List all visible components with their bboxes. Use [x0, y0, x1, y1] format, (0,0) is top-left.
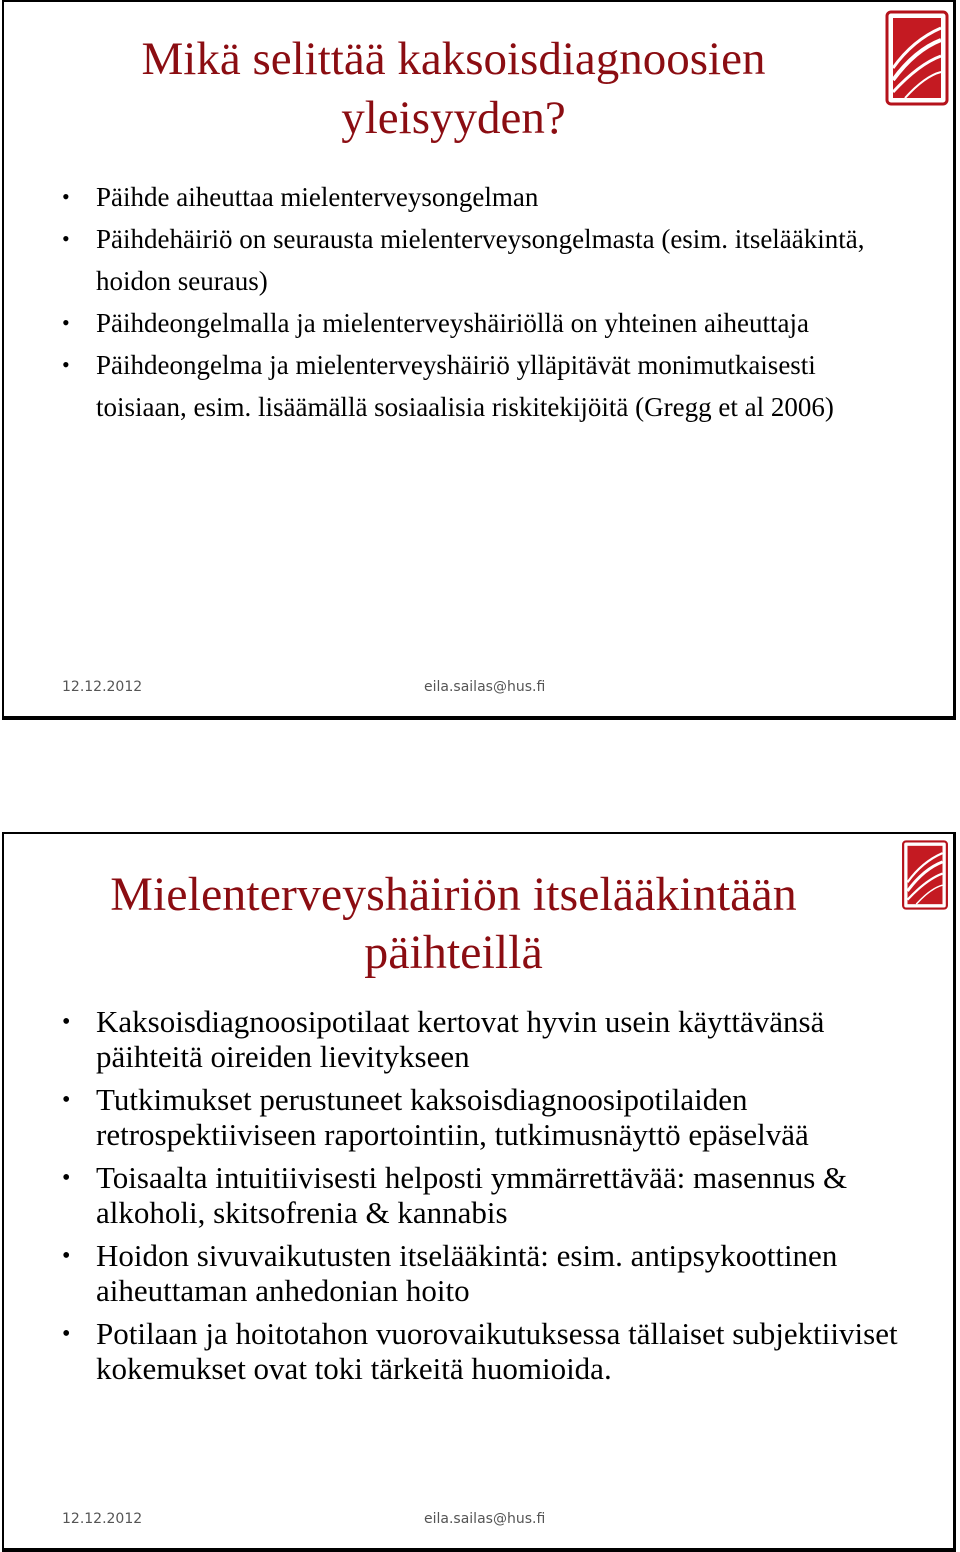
hus-logo-icon — [900, 840, 950, 910]
slide-1 — [2, 0, 956, 720]
bullet-dot: • — [62, 310, 70, 335]
footer-date: 12.12.2012 — [62, 1511, 143, 1527]
list-item — [62, 344, 893, 428]
list-item — [62, 1004, 923, 1074]
slide-title: Mikä selittää kaksoisdiagnoosien yleisyyden? — [141, 33, 766, 144]
bullet-text: Hoidon sivuvaikutusten itselääkintä: esim. antipsykoottinen aiheuttaman anhedonian hoito — [96, 1238, 838, 1308]
list-item — [62, 176, 893, 218]
bullet-text: Toisaalta intuitiivisesti helposti ymmärrettävää: masennus & alkoholi, skitsofrenia & kannabis — [96, 1160, 848, 1230]
bullet-dot: • — [62, 226, 70, 251]
bullet-text: Potilaan ja hoitotahon vuorovaikutuksessa tällaiset subjektiiviset kokemukset ovat toki tärkeitä huomioida. — [96, 1316, 898, 1386]
bullet-dot: • — [62, 184, 70, 209]
bullet-text: Kaksoisdiagnoosipotilaat kertovat hyvin usein käyttävänsä päihteitä oireiden lievitykseen — [96, 1004, 825, 1074]
bullet-dot: • — [62, 1009, 71, 1035]
bullet-dot: • — [62, 1321, 71, 1347]
bullet-text: Päihde aiheuttaa mielenterveysongelman — [96, 182, 539, 212]
slide-title: Mielenterveyshäiriön itselääkintään päihteillä — [110, 868, 797, 979]
bullet-dot: • — [62, 1165, 71, 1191]
list-item — [62, 1160, 923, 1230]
list-item — [62, 218, 893, 302]
list-item — [62, 302, 893, 344]
hus-logo-icon — [885, 10, 949, 106]
slide-2 — [2, 832, 956, 1552]
bullet-list — [62, 1004, 923, 1394]
bullet-list — [62, 176, 893, 428]
bullet-dot: • — [62, 352, 70, 377]
list-item — [62, 1238, 923, 1308]
bullet-dot: • — [62, 1087, 71, 1113]
bullet-text: Tutkimukset perustuneet kaksoisdiagnoosipotilaiden retrospektiiviseen raportointiin, tutkimusnäyttö epäselvää — [96, 1082, 809, 1152]
footer-email: eila.sailas@hus.fi — [424, 1511, 546, 1527]
footer-date: 12.12.2012 — [62, 679, 143, 695]
list-item — [62, 1316, 923, 1386]
bullet-dot: • — [62, 1243, 71, 1269]
bullet-text: Päihdeongelma ja mielenterveyshäiriö ylläpitävät monimutkaisesti toisiaan, esim. lisäämällä sosiaalisia riskitekijöitä (Gregg et al 2006) — [96, 350, 834, 422]
bullet-text: Päihdehäiriö on seurausta mielenterveysongelmasta (esim. itselääkintä, hoidon seuraus) — [96, 224, 865, 296]
list-item — [62, 1082, 923, 1152]
footer-email: eila.sailas@hus.fi — [424, 679, 546, 695]
bullet-text: Päihdeongelmalla ja mielenterveyshäiriöllä on yhteinen aiheuttaja — [96, 308, 809, 338]
